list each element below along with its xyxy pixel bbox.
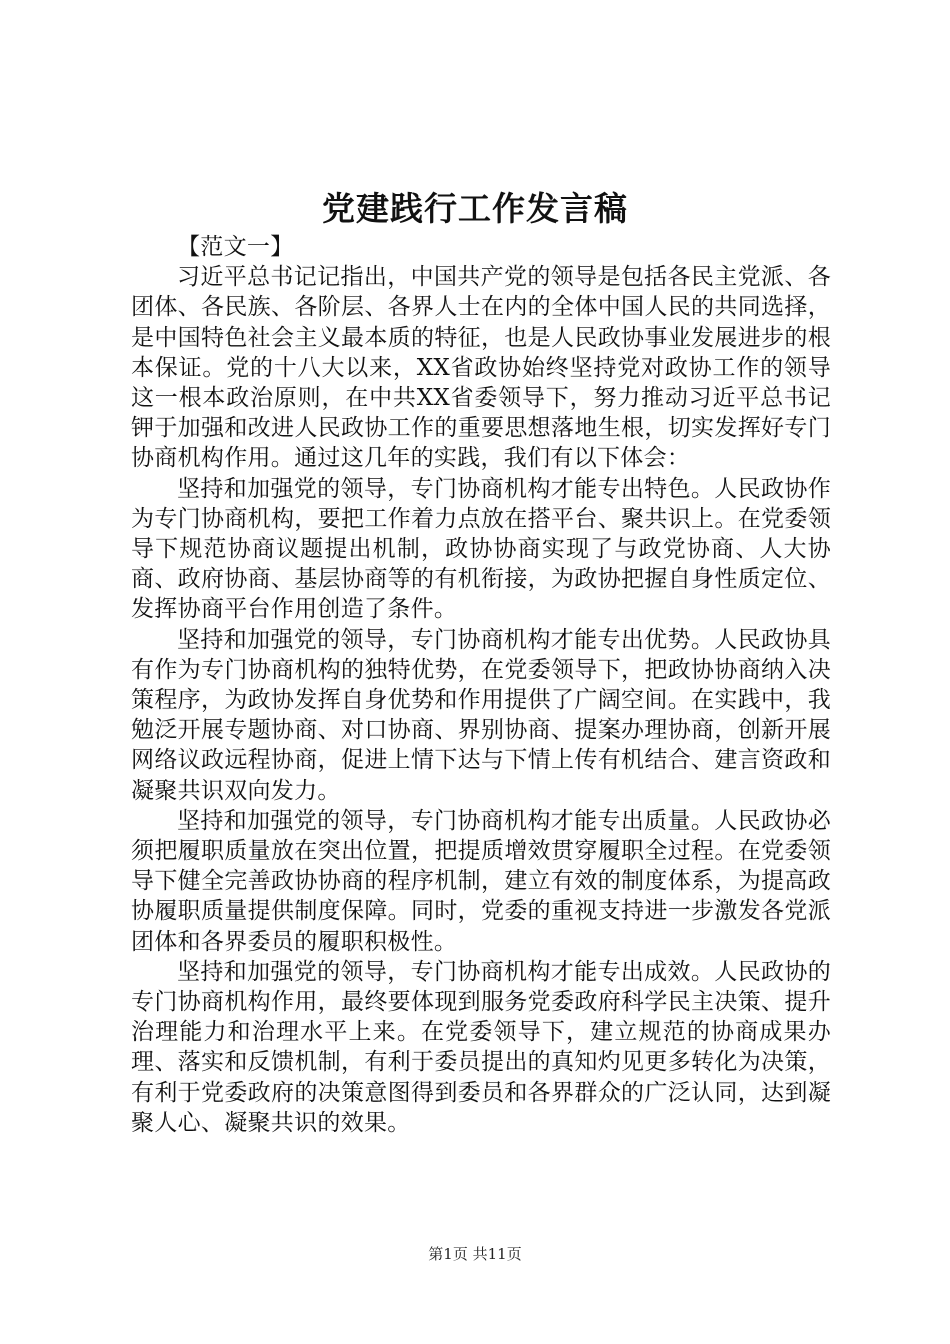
paragraph-effect: 坚持和加强党的领导，专门协商机构才能专出成效。人民政协的专门协商机构作用，最终要体现到服务党委政府科学民主决策、提升治理能力和治理水平上来。在党委领导下，建立规范的协商成果办理、落实和反馈机制，有利于委员提出的真知灼见更多转化为决策，有利于党委政府的决策意图得到委员和各界群众的广泛认同，达到凝聚人心、凝聚共识的效果。	[131, 958, 831, 1136]
paragraph-intro: 习近平总书记记指出，中国共产党的领导是包括各民主党派、各团体、各民族、各阶层、各界人士在内的全体中国人民的共同选择，是中国特色社会主义最本质的特征，也是人民政协事业发展进步的根本保证。党的十八大以来，XX省政协始终坚持党对政协工作的领导这一根本政治原则，在中共XX省委领导下，努力推动习近平总书记钾于加强和改进人民政协工作的重要思想落地生根，切实发挥好专门协商机构作用。通过这几年的实践，我们有以下体会：	[131, 264, 831, 472]
paragraph-advantage: 坚持和加强党的领导，专门协商机构才能专出优势。人民政协具有作为专门协商机构的独特优势，在党委领导下，把政协协商纳入决策程序，为政协发挥自身优势和作用提供了广阔空间。在实践中，我勉泛开展专题协商、对口协商、界别协商、提案办理协商，创新开展网络议政远程协商，促进上情下达与下情上传有机结合、建言资政和凝聚共识双向发力。	[131, 626, 831, 804]
page-footer: 第1页 共11页	[428, 1245, 522, 1263]
paragraph-feature: 坚持和加强党的领导，专门协商机构才能专出特色。人民政协作为专门协商机构，要把工作着力点放在搭平台、聚共识上。在党委领导下规范协商议题提出机制，政协协商实现了与政党协商、人大协商、政府协商、基层协商等的有机衔接，为政协把握自身性质定位、发挥协商平台作用创造了条件。	[131, 475, 831, 623]
paragraph-quality: 坚持和加强党的领导，专门协商机构才能专出质量。人民政协必须把履职质量放在突出位置，把提质增效贯穿履职全过程。在党委领导下健全完善政协协商的程序机制，建立有效的制度体系，为提高政协履职质量提供制度保障。同时，党委的重视支持进一步激发各党派团体和各界委员的履职积极性。	[131, 807, 831, 955]
document-body	[131, 232, 831, 1138]
section-label: 【范文一】	[177, 234, 294, 260]
document-title: 党建践行工作发言稿	[322, 189, 628, 228]
